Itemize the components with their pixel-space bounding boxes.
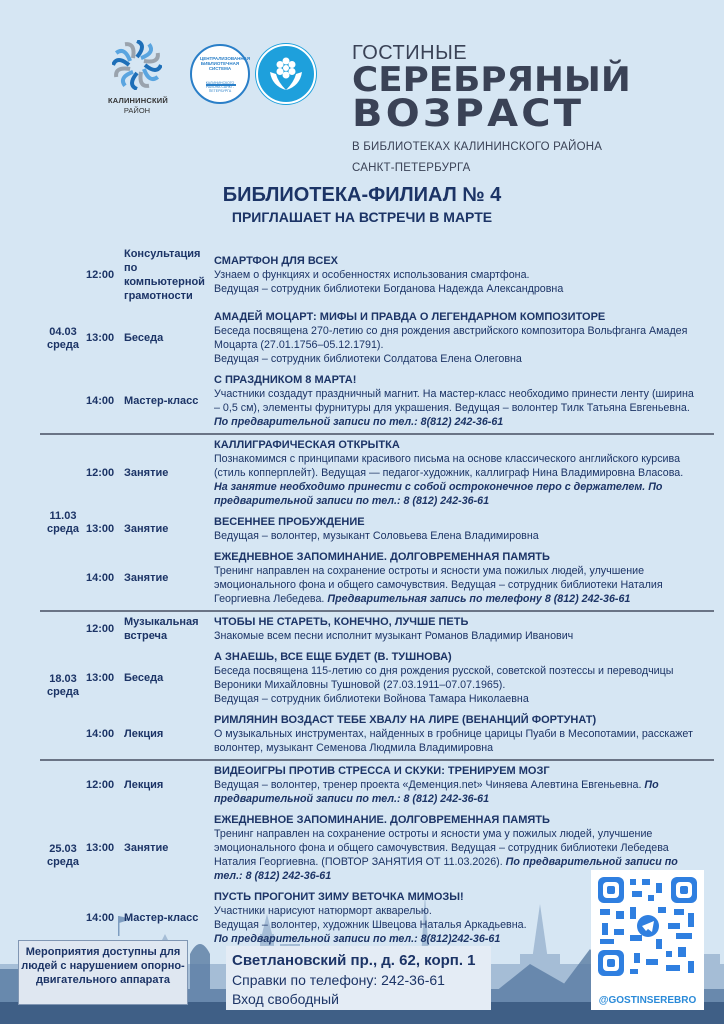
partner-logos bbox=[108, 40, 323, 130]
event-time: 12:00 bbox=[86, 779, 115, 791]
event-description bbox=[214, 764, 714, 806]
page-subtitle: ПРИГЛАШАЕТ НА ВСТРЕЧИ В МАРТЕ bbox=[231, 209, 493, 225]
event-text: Тренинг направлен на сохранение остроты и ясности ума пожилых людей, улучшение эмоционального фона и общего самочувствия. Ведущая – сотрудник библиотеки Наталия Георгиевна Лебедева. bbox=[214, 565, 663, 605]
day-weekday: среда bbox=[46, 855, 80, 868]
day-date: 18.03 bbox=[49, 672, 77, 685]
event-row bbox=[86, 547, 714, 610]
event-row bbox=[86, 647, 714, 710]
event-row bbox=[86, 435, 714, 512]
event-host: Ведущая – сотрудник библиотеки Войнова Тамара Николаевна bbox=[214, 693, 529, 705]
brand-line-4: В БИБЛИОТЕКАХ КАЛИНИНСКОГО РАЙОНА bbox=[352, 141, 603, 153]
day-date: 25.03 bbox=[49, 842, 77, 855]
event-text: Участники нарисуют натюрморт акварелью. bbox=[214, 905, 432, 917]
event-registration-note: По предварительной записи по тел.: 8 (812) 242-36-61 bbox=[214, 856, 678, 882]
day-label bbox=[40, 435, 86, 610]
qr-code-icon[interactable] bbox=[596, 875, 699, 978]
brand-line-5: САНКТ-ПЕТЕРБУРГА bbox=[352, 162, 471, 174]
event-text: Знакомые всем песни исполнит музыкант Романов Владимир Иванович bbox=[214, 630, 574, 642]
event-description bbox=[214, 615, 714, 643]
event-format: Занятие bbox=[124, 842, 169, 854]
event-text: Тренинг направлен на сохранение остроты и ясности ума у пожилых людей, улучшение эмоционального фона и общего самочувствия. Ведущая – сотрудник библиотеки Лебедева Наталия Георгиевна. (ПОВТОР ЗАНЯТИЯ ОТ 11.03.2026). bbox=[214, 828, 669, 868]
event-host: Ведущая – сотрудник библиотеки Богданова Надежда Александровна bbox=[214, 283, 564, 295]
phone-info: Справки по телефону: 242-36-61 bbox=[232, 972, 445, 988]
event-registration-note: По предварительной записи по тел.: 8(812) 242-36-61 bbox=[214, 416, 504, 428]
event-row bbox=[86, 307, 714, 370]
event-format: Занятие bbox=[124, 467, 169, 479]
address: Светлановский пр., д. 62, корп. 1 bbox=[232, 952, 476, 969]
event-text: О музыкальных инструментах, найденных в гробнице царицы Пуаби в Месопотамии, расскажет волонтер, музыкант Семенова Людмила Владимировна bbox=[214, 728, 693, 754]
event-registration-note: По предварительной записи по тел.: 8 (812) 242-36-61 bbox=[214, 779, 659, 805]
event-host: Ведущая – волонтер, художник Швецова Наталья Аркадьевна. bbox=[214, 919, 527, 931]
event-format: Мастер-класс bbox=[124, 912, 199, 924]
event-time: 14:00 bbox=[86, 728, 115, 740]
event-format: Занятие bbox=[124, 523, 169, 535]
event-format: Лекция bbox=[124, 728, 164, 740]
event-text: Беседа посвящена 115-летию со дня рождения русской, советской поэтессы и переводчицы Вероники Михайловны Тушновой (27.03.1911–07.07.1965). bbox=[214, 665, 674, 691]
event-time: 13:00 bbox=[86, 523, 115, 535]
event-registration-note: На занятие необходимо принести с собой остроконечное перо с держателем. По предварительной записи по тел.: 8 (812) 242-36-61 bbox=[214, 481, 663, 507]
day-date: 04.03 bbox=[49, 325, 77, 338]
event-time: 14:00 bbox=[86, 572, 115, 584]
event-row bbox=[86, 761, 714, 810]
event-description bbox=[214, 310, 714, 366]
brand-title-block bbox=[352, 42, 631, 174]
event-registration-note: Предварительная запись по телефону 8 (812) 242-36-61 bbox=[327, 593, 631, 605]
event-text: Участники создадут праздничный магнит. На мастер-класс необходимо принести ленту (ширина – 0,5 см), элементы фурнитуры для украшения. Ведущая – волонтер Тилк Татьяна Евгеньевна. bbox=[214, 388, 694, 414]
event-title: ЕЖЕДНЕВНОЕ ЗАПОМИНАНИЕ. ДОЛГОВРЕМЕННАЯ ПАМЯТЬ bbox=[214, 814, 550, 826]
day-events bbox=[86, 435, 714, 610]
kalininsky-district-logo bbox=[108, 40, 166, 115]
schedule-day bbox=[40, 244, 714, 435]
event-title: С ПРАЗДНИКОМ 8 МАРТА! bbox=[214, 374, 357, 386]
day-events bbox=[86, 612, 714, 759]
schedule-day bbox=[40, 435, 714, 612]
event-host: Ведущая – сотрудник библиотеки Солдатова Елена Олеговна bbox=[214, 353, 522, 365]
event-format: Беседа bbox=[124, 672, 164, 684]
event-title: ВЕСЕННЕЕ ПРОБУЖДЕНИЕ bbox=[214, 516, 365, 528]
event-time: 12:00 bbox=[86, 467, 115, 479]
brand-line-1: ГОСТИНЫЕ bbox=[352, 42, 468, 64]
entry-info: Вход свободный bbox=[232, 991, 339, 1007]
library-logo-bottom-text: КАЛИНИНСКОГО РАЙОНА САНКТ-ПЕТЕРБУРГА bbox=[205, 81, 235, 93]
event-description bbox=[214, 550, 714, 606]
event-time: 14:00 bbox=[86, 395, 115, 407]
event-format: Консультация по компьютерной грамотности bbox=[124, 248, 205, 302]
day-date: 11.03 bbox=[49, 509, 77, 522]
event-text: Узнаем о функциях и особенностях использования смартфона. bbox=[214, 269, 530, 281]
event-time: 13:00 bbox=[86, 332, 115, 344]
event-format: Занятие bbox=[124, 572, 169, 584]
event-description bbox=[214, 515, 714, 543]
brand-line-2: СЕРЕБРЯНЫЙ bbox=[352, 60, 631, 100]
schedule-day bbox=[40, 612, 714, 761]
event-time: 12:00 bbox=[86, 269, 115, 281]
brand-line-3: ВОЗРАСТ bbox=[352, 92, 585, 135]
event-row bbox=[86, 370, 714, 433]
event-title: ЧТОБЫ НЕ СТАРЕТЬ, КОНЕЧНО, ЛУЧШЕ ПЕТЬ bbox=[214, 616, 469, 628]
event-title: ВИДЕОИГРЫ ПРОТИВ СТРЕССА И СКУКИ: ТРЕНИРУЕМ МОЗГ bbox=[214, 765, 550, 777]
event-format: Беседа bbox=[124, 332, 164, 344]
event-text: Ведущая – волонтер, музыкант Соловьева Елена Владимировна bbox=[214, 530, 539, 542]
library-system-logo bbox=[190, 44, 250, 104]
event-time: 14:00 bbox=[86, 912, 115, 924]
swirl-logo-icon bbox=[112, 40, 162, 90]
day-weekday: среда bbox=[46, 338, 80, 351]
event-row bbox=[86, 512, 714, 547]
event-description bbox=[214, 650, 714, 706]
day-label bbox=[40, 612, 86, 759]
event-title: ПУСТЬ ПРОГОНИТ ЗИМУ ВЕТОЧКА МИМОЗЫ! bbox=[214, 891, 464, 903]
event-description bbox=[214, 713, 714, 755]
event-description bbox=[214, 373, 714, 429]
event-time: 13:00 bbox=[86, 842, 115, 854]
event-title: ЕЖЕДНЕВНОЕ ЗАПОМИНАНИЕ. ДОЛГОВРЕМЕННАЯ ПАМЯТЬ bbox=[214, 551, 550, 563]
event-title: СМАРТФОН ДЛЯ ВСЕХ bbox=[214, 255, 339, 267]
library-logo-top-text: ЦЕНТРАЛИЗОВАННАЯ БИБЛИОТЕЧНАЯ СИСТЕМА bbox=[200, 56, 251, 71]
page-title: БИБЛИОТЕКА-ФИЛИАЛ № 4 bbox=[222, 184, 502, 206]
event-row bbox=[86, 612, 714, 647]
event-title: АМАДЕЙ МОЦАРТ: МИФЫ И ПРАВДА О ЛЕГЕНДАРНОМ КОМПОЗИТОРЕ bbox=[214, 311, 606, 323]
event-description bbox=[214, 254, 714, 296]
event-description bbox=[214, 438, 714, 508]
qr-code-card[interactable] bbox=[591, 870, 704, 1010]
district-logo-line1: КАЛИНИНСКИЙ bbox=[108, 96, 168, 105]
event-row bbox=[86, 710, 714, 759]
event-title: КАЛЛИГРАФИЧЕСКАЯ ОТКРЫТКА bbox=[214, 439, 400, 451]
event-time: 13:00 bbox=[86, 672, 115, 684]
event-text: Беседа посвящена 270-летию со дня рождения австрийского композитора Вольфганга Амадея Моцарта (27.01.1756–05.12.1791). bbox=[214, 325, 688, 351]
day-label bbox=[40, 761, 86, 950]
hands-flower-emblem-icon bbox=[258, 46, 314, 102]
day-events bbox=[86, 244, 714, 433]
social-handle[interactable]: @GOSTINSEREBRO bbox=[598, 995, 697, 1006]
event-format: Музыкальная встреча bbox=[124, 616, 199, 642]
event-title: РИМЛЯНИН ВОЗДАСТ ТЕБЕ ХВАЛУ НА ЛИРЕ (ВЕНАНЦИЙ ФОРТУНАТ) bbox=[214, 714, 597, 726]
day-label bbox=[40, 244, 86, 433]
district-logo-line2: РАЙОН bbox=[123, 106, 151, 115]
address-box bbox=[226, 946, 491, 1010]
social-emblem-logo bbox=[256, 44, 316, 104]
event-format: Лекция bbox=[124, 779, 164, 791]
event-title: А ЗНАЕШЬ, ВСЕ ЕЩЕ БУДЕТ (В. ТУШНОВА) bbox=[214, 651, 452, 663]
accessibility-notice: Мероприятия доступны для людей с нарушением опорно-двигательного аппарата bbox=[18, 940, 188, 1005]
event-schedule bbox=[40, 244, 714, 950]
event-registration-note: По предварительной записи по тел.: 8(812)242-36-61 bbox=[214, 933, 501, 945]
event-text: Ведущая – волонтер, тренер проекта «Деменция.net» Чиняева Алевтина Евгеньевна. bbox=[214, 779, 642, 791]
day-weekday: среда bbox=[46, 685, 80, 698]
day-weekday: среда bbox=[46, 522, 80, 535]
event-row bbox=[86, 244, 714, 307]
event-text: Познакомимся с принципами красивого письма на основе классического английского курсива (стиль копперплейт). Ведущая — педагог-художник, каллиграф Нина Владимировна Власова. bbox=[214, 453, 684, 479]
event-format: Мастер-класс bbox=[124, 395, 199, 407]
event-time: 12:00 bbox=[86, 623, 115, 635]
